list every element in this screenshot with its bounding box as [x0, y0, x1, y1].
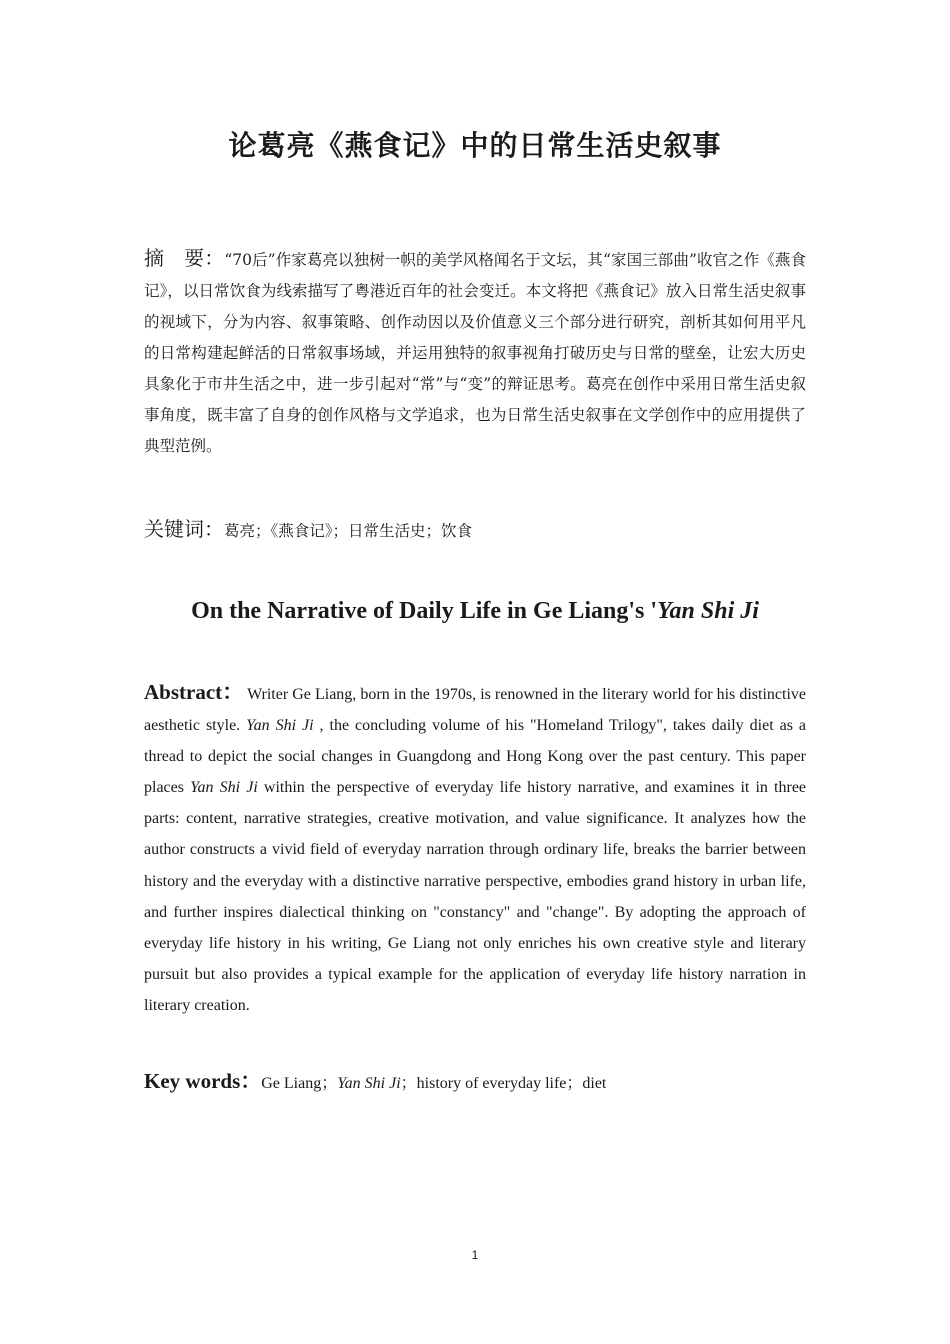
english-keyword-1: Ge Liang； — [261, 1075, 338, 1092]
english-abstract-part-1: Writer Ge Liang, born in the 1970s, is renowned in the literary world for his distinctive aesthetic style. — [144, 686, 806, 735]
chinese-abstract-label: 摘 要： — [144, 246, 225, 270]
chinese-keywords — [144, 514, 806, 547]
english-keywords — [144, 1066, 806, 1099]
english-abstract-part-3: within the perspective of everyday life history narrative, and examines it in three parts: content, narrative strategies, creative motivation, and value significance. It analyzes how the author constructs a vivid field of everyday narration through ordinary life, breaks the barrier between history and the everyday with a distinctive narrative perspective, embodies grand history in urban life, and further inspires dialectical thinking on "constancy" and "change". By adopting the approach of everyday life history in his writing, Ge Liang not only enriches his own creative style and literary pursuit but also provides a typical example for the application of everyday life history narration in literary creation. — [144, 779, 807, 1014]
english-title-italic: Yan Shi Ji — [657, 598, 759, 624]
english-abstract-label: Abstract： — [144, 680, 244, 704]
page-number: 1 — [471, 1248, 479, 1262]
english-keyword-2: Yan Shi Ji — [337, 1075, 401, 1092]
english-abstract-part-2: , the concluding volume of his "Homeland Trilogy", takes daily diet as a thread to depict the social changes in Guangdong and Hong Kong over the past century. This paper places — [144, 717, 807, 797]
english-keywords-label: Key words： — [144, 1069, 262, 1093]
english-abstract — [144, 677, 806, 1021]
chinese-keywords-label: 关键词： — [144, 517, 224, 541]
english-title-main: On the Narrative of Daily Life in Ge Liang's ' — [191, 598, 658, 624]
english-abstract-italic-2: Yan Shi Ji — [190, 779, 258, 797]
chinese-abstract — [144, 243, 806, 462]
chinese-keywords-text: 葛亮；《燕食记》；日常生活史；饮食 — [224, 522, 473, 540]
english-keyword-3: ；history of everyday life；diet — [400, 1075, 607, 1092]
english-title — [0, 598, 950, 625]
english-abstract-italic-1: Yan Shi Ji — [246, 717, 314, 735]
chinese-title: 论葛亮《燕食记》中的日常生活史叙事 — [228, 129, 722, 162]
chinese-abstract-text: “70后”作家葛亮以独树一帜的美学风格闻名于文坛，其“家国三部曲”收官之作《燕食记》，以日常饮食为线索描写了粤港近百年的社会变迁。本文将把《燕食记》放入日常生活史叙事的视域下，分为内容、叙事策略、创作动因以及价值意义三个部分进行研究，剖析其如何用平凡的日常构建起鲜活的日常叙事场域，并运用独特的叙事视角打破历史与日常的壁垒，让宏大历史具象化于市井生活之中，进一步引起对“常”与“变”的辩证思考。葛亮在创作中采用日常生活史叙事角度，既丰富了自身的创作风格与文学追求，也为日常生活史叙事在文学创作中的应用提供了典型范例。 — [144, 251, 806, 455]
